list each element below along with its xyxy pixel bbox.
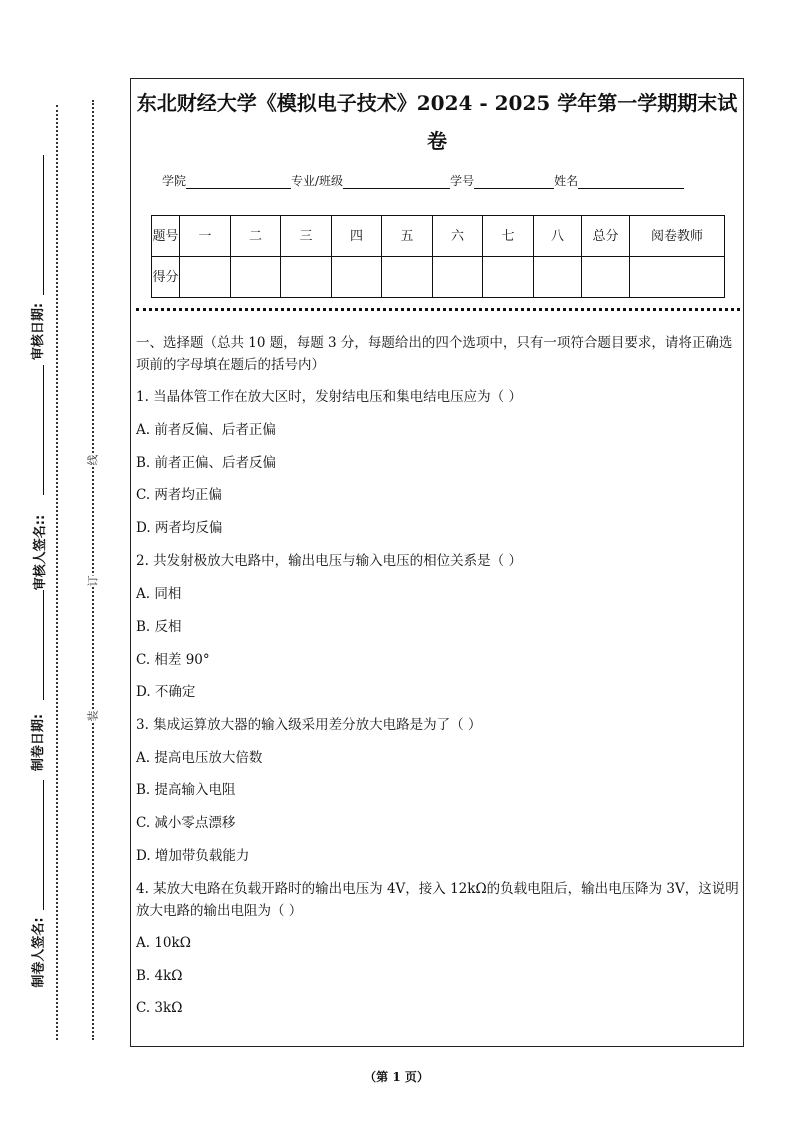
signature-line [43,155,44,295]
question-1: 1. 当晶体管工作在放大区时，发射结电压和集电结电压应为（ ） [136,389,522,405]
option: B. 提高输入电阻 [136,782,236,798]
reviewer-signature-label: 审核人签名:: [33,514,49,591]
name-field[interactable] [578,174,684,189]
binding-char-staple: 订 [86,575,100,587]
signature-line [43,780,44,910]
score-cell[interactable] [630,257,725,298]
option: D. 不确定 [136,684,196,700]
question-2: 2. 共发射极放大电路中，输出电压与输入电压的相位关系是（ ） [136,553,522,569]
option: A. 同相 [136,586,182,602]
header-cell: 五 [382,216,433,257]
option: A. 10kΩ [136,935,191,951]
student-info [162,172,684,189]
score-cell[interactable] [231,257,281,298]
option: C. 相差 90° [136,652,210,668]
score-cell[interactable] [433,257,483,298]
option: D. 两者均反偏 [136,520,223,536]
option: D. 增加带负载能力 [136,848,250,864]
header-cell: 七 [483,216,534,257]
college-label: 学院 [162,174,187,188]
score-cell[interactable] [180,257,231,298]
compile-date-label: 制卷日期: [31,713,47,772]
page-number: （第 1 页） [364,1070,429,1084]
exam-title: 东北财经大学《模拟电子技术》2024 - 2025 学年第一学期期末试 [136,91,738,115]
header-cell: 六 [433,216,483,257]
header-cell: 二 [231,216,281,257]
header-cell: 一 [180,216,231,257]
binding-char-line: 线 [86,454,100,466]
cut-line [56,105,58,1040]
college-field[interactable] [186,174,291,189]
option: B. 反相 [136,619,182,635]
compiler-signature-label: 制卷人签名: [31,917,47,988]
binding-line [92,100,94,1040]
option: A. 提高电压放大倍数 [136,750,263,766]
question-3: 3. 集成运算放大器的输入级采用差分放大电路是为了（ ） [136,717,482,733]
header-cell: 阅卷教师 [630,216,725,257]
score-row-label: 得分 [152,257,180,298]
score-row [152,257,725,298]
option: C. 3kΩ [136,1000,183,1016]
binding-char-bind: 装 [86,710,100,722]
score-table [151,215,725,298]
header-cell: 八 [534,216,582,257]
header-cell: 总分 [582,216,630,257]
exam-title-continued: 卷 [427,129,447,153]
dotted-separator [136,308,740,311]
option: A. 前者反偏、后者正偏 [136,422,276,438]
student-id-field[interactable] [474,174,554,189]
score-cell[interactable] [483,257,534,298]
option: B. 前者正偏、后者反偏 [136,455,277,471]
signature-line [43,590,44,700]
student-id-label: 学号 [450,174,475,188]
option: B. 4kΩ [136,968,183,984]
option: C. 两者均正偏 [136,487,222,503]
score-cell[interactable] [582,257,630,298]
score-cell[interactable] [382,257,433,298]
score-cell[interactable] [534,257,582,298]
major-label: 专业/班级 [291,174,344,188]
signature-line [43,365,44,495]
score-cell[interactable] [332,257,382,298]
review-date-label: 审核日期: [31,302,47,361]
question-4: 4. 某放大电路在负载开路时的输出电压为 4V，接入 12kΩ的负载电阻后，输出电压降为 3V，这说明放大电路的输出电阻为（ ） [136,881,739,919]
section-heading: 一、选择题（总共 10 题，每题 3 分，每题给出的四个选项中，只有一项符合题目要求，请将正确选项前的字母填在题后的括号内） [136,335,733,373]
score-table-header [152,216,725,257]
option: C. 减小零点漂移 [136,815,236,831]
header-cell: 题号 [152,216,180,257]
header-cell: 三 [281,216,332,257]
major-field[interactable] [343,174,450,189]
header-cell: 四 [332,216,382,257]
name-label: 姓名 [554,174,579,188]
score-cell[interactable] [281,257,332,298]
